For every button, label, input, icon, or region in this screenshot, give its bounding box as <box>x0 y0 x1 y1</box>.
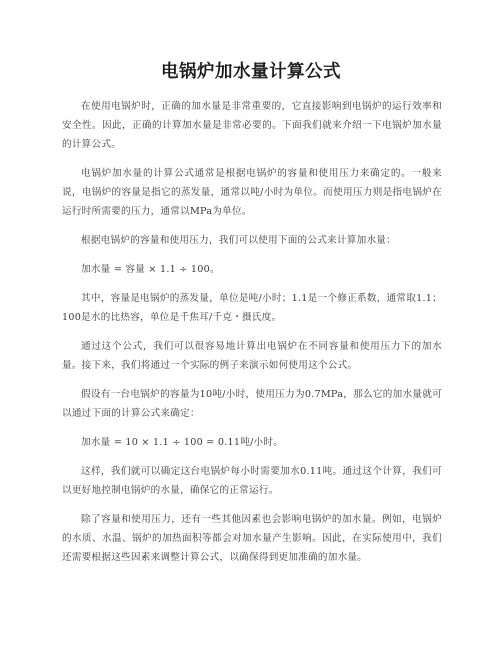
paragraph-formula: 加水量 = 容量 × 1.1 ÷ 100。 <box>81 264 220 275</box>
paragraph-example: 假设有一台电锅炉的容量为10吨/小时，使用压力为0.7MPa，那么它的加水量就可以通过下面的计算公式来确定： <box>62 389 442 419</box>
paragraph-variables: 其中，容量是电锅炉的蒸发量，单位是吨/小时；1.1是一个修正系数，通常取1.1；100是水的比热容，单位是千焦耳/千克・摄氏度。 <box>62 293 442 323</box>
document-title: 电锅炉加水量计算公式 <box>161 62 341 82</box>
paragraph-example-calc: 加水量 = 10 × 1.1 ÷ 100 = 0.11吨/小时。 <box>81 437 284 448</box>
paragraph-result: 这样，我们就可以确定这台电锅炉每小时需要加水0.11吨。通过这个计算，我们可以更好地控制电锅炉的水量，确保它的正常运行。 <box>62 466 442 496</box>
paragraph-intro: 在使用电锅炉时，正确的加水量是非常重要的，它直接影响到电锅炉的运行效率和安全性。因此，正确的计算加水量是非常必要的。下面我们就来介绍一下电锅炉加水量的计算公式。 <box>62 101 442 150</box>
document-body <box>62 97 442 577</box>
paragraph-other-factors: 除了容量和使用压力，还有一些其他因素也会影响电锅炉的加水量。例如，电锅炉的水质、水温、锅炉的加热面积等都会对加水量产生影响。因此，在实际使用中，我们还需要根据这些因素来调整计算公式，以确保得到更加准确的加水量。 <box>62 514 442 563</box>
paragraph-basis: 电锅炉加水量的计算公式通常是根据电锅炉的容量和使用压力来确定的。一般来说，电锅炉的容量是指它的蒸发量，通常以吨/小时为单位。而使用压力则是指电锅炉在运行时所需要的压力，通常以MPa为单位。 <box>62 168 442 217</box>
paragraph-example-lead: 通过这个公式，我们可以很容易地计算出电锅炉在不同容量和使用压力下的加水量。接下来，我们将通过一个实际的例子来演示如何使用这个公式。 <box>62 341 442 371</box>
paragraph-formula-lead: 根据电锅炉的容量和使用压力，我们可以使用下面的公式来计算加水量： <box>81 235 396 246</box>
